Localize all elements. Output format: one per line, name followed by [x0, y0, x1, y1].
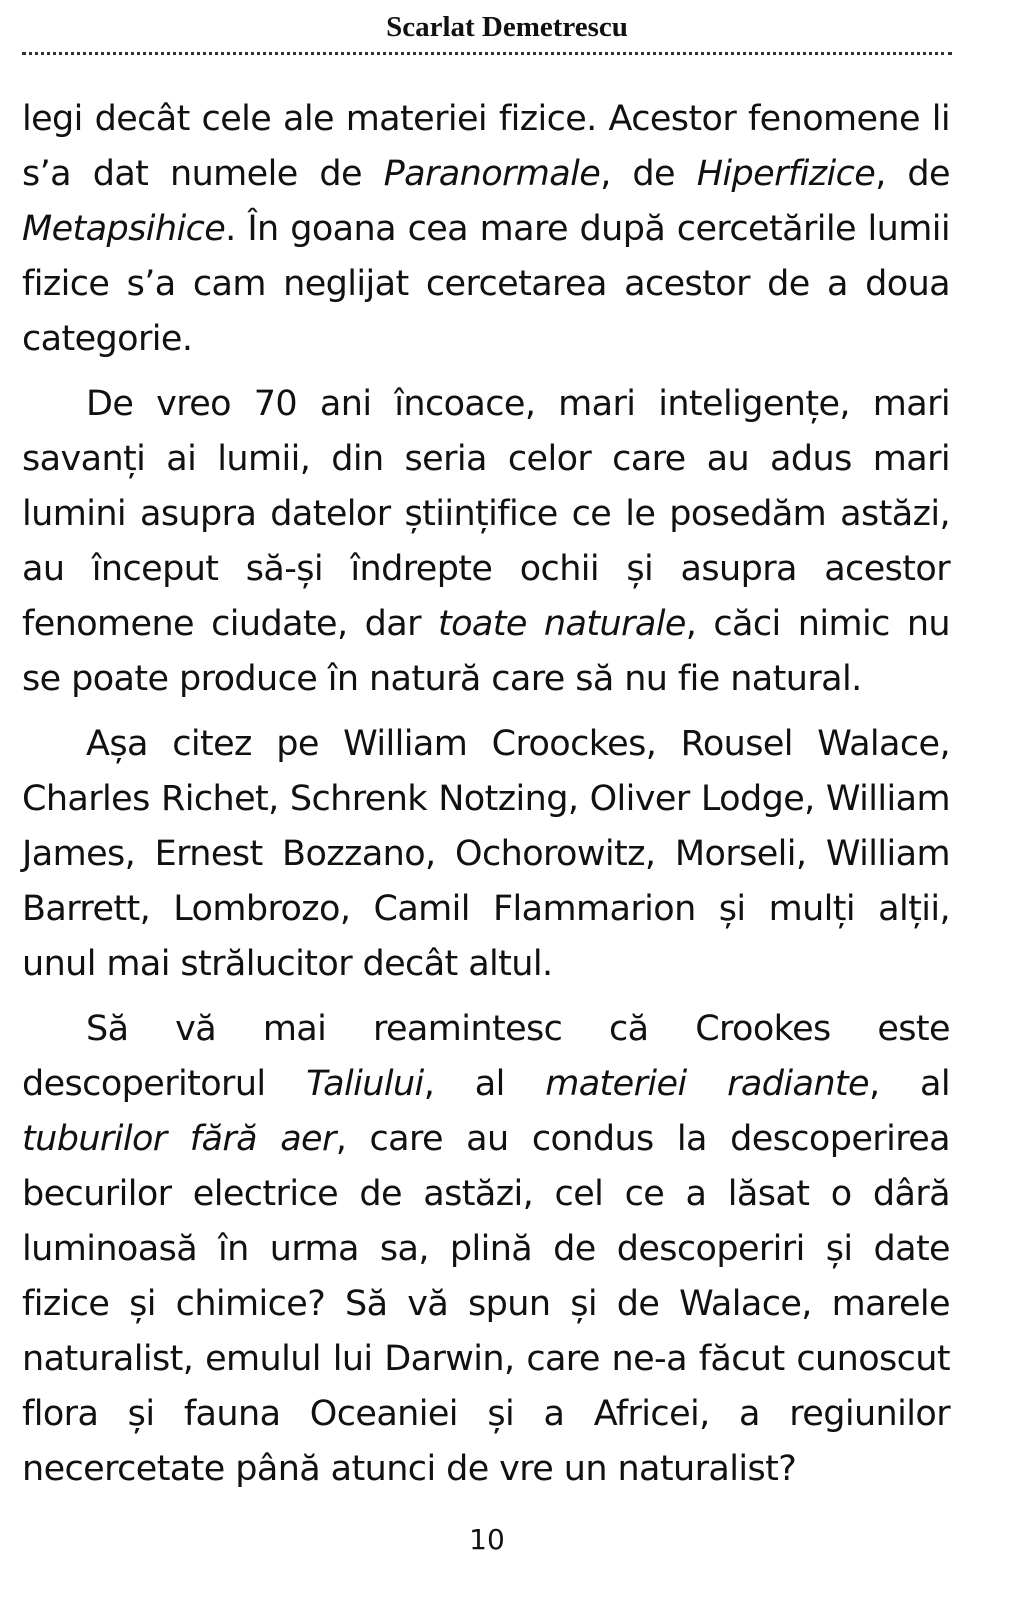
paragraph — [22, 1002, 950, 1497]
paragraph-text: De vreo 70 ani încoace, mari inteligențe, mari savanți ai lumii, din seria celor care au adus mari lumini asupra datelor științifice ce le posedăm astăzi, au început să-și îndrepte ochii și asupra acestor fenomene ciudate, dar — [22, 384, 950, 644]
paragraph-text: Așa citez pe William Croockes, Rousel Walace, Charles Richet, Schrenk Notzing, Oliver Lodge, William James, Ernest Bozzano, Ochorowitz, Morseli, William Barrett, Lombrozo, Camil Flammarion și mulți alții, unul mai strălucitor decât altul. — [22, 724, 950, 984]
running-head: Scarlat Demetrescu — [386, 11, 628, 43]
paragraph-text: , care au condus la descoperirea becurilor electrice de astăzi, cel ce a lăsat o dâră luminoasă în urma sa, plină de descoperiri și date fizice și chimice? Să vă spun și de Walace, marele naturalist, emulul lui Darwin, care ne-a făcut cunoscut flora și fauna Oceaniei și a Africei, a regiunilor necercetate până atunci de vre un naturalist? — [22, 1119, 951, 1489]
paragraph — [22, 717, 950, 992]
paragraph-text: , al — [423, 1064, 546, 1104]
italic-term: Hiperfizice — [696, 154, 876, 194]
paragraph-text: , de — [600, 154, 697, 194]
paragraph-text: , de — [875, 154, 950, 194]
italic-term: toate naturale — [437, 604, 686, 644]
paragraph-text: , căci nimic nu se poate produce în natură care să nu fie natural. — [22, 604, 950, 699]
italic-term: Metapsihice — [22, 209, 226, 249]
paragraph-text: . În goana cea mare după cercetările lumii fizice s’a cam neglijat cercetarea acestor de a doua categorie. — [22, 209, 950, 359]
page-number: 10 — [469, 1523, 505, 1556]
page-body — [22, 92, 950, 1507]
italic-term: materiei radiante — [545, 1064, 869, 1104]
italic-term: Taliului — [306, 1064, 424, 1104]
italic-term: Paranormale — [383, 154, 601, 194]
paragraph — [22, 377, 950, 707]
paragraph — [22, 92, 950, 367]
paragraph-text: legi decât cele ale materiei fizice. Acestor fenomene li s’a dat numele de — [22, 99, 950, 194]
paragraph-text: Să vă mai reamintesc că Crookes este descoperitorul — [22, 1009, 950, 1104]
italic-term: tuburilor fără aer — [22, 1119, 336, 1159]
header-dotted-rule — [22, 52, 952, 55]
paragraph-text: , al — [868, 1064, 950, 1104]
